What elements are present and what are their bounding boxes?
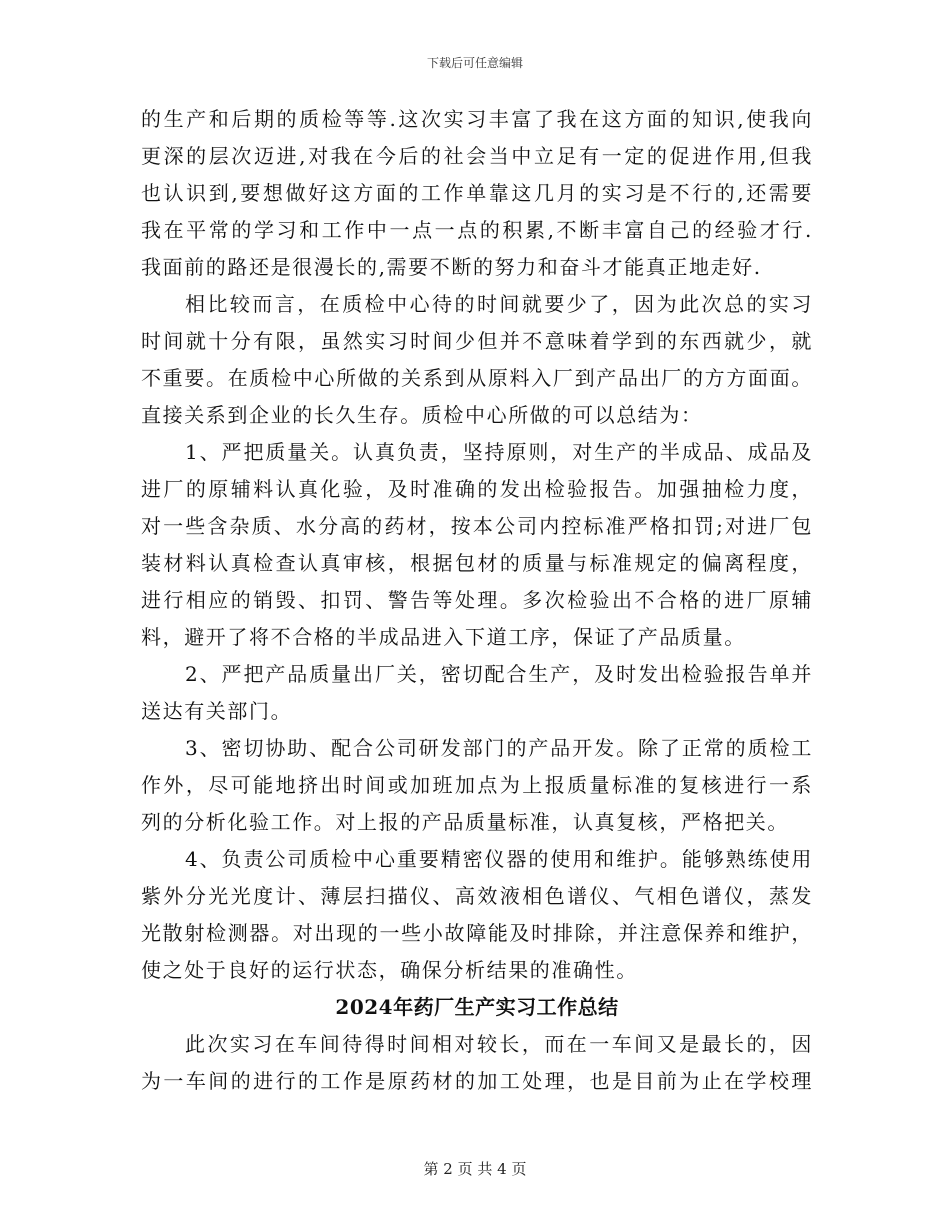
body-line: 使之处于良好的运行状态，确保分析结果的准确性。 bbox=[141, 958, 638, 982]
body-line: 送达有关部门。 bbox=[141, 699, 293, 723]
body-line: 列的分析化验工作。对上报的产品质量标准，认真复核，严格把关。 bbox=[141, 810, 789, 834]
list-item-3-line: 3、密切协助、配合公司研发部门的产品开发。除了正常的质检工 bbox=[185, 736, 813, 760]
body-line: 对一些含杂质、水分高的药材，按本公司内控标准严格扣罚;对进厂包 bbox=[141, 514, 813, 538]
body-line: 也认识到,要想做好这方面的工作单靠这几月的实习是不行的,还需要 bbox=[141, 181, 813, 205]
body-line: 紫外分光光度计、薄层扫描仪、高效液相色谱仪、气相色谱仪，蒸发 bbox=[141, 884, 813, 908]
body-line: 直接关系到企业的长久生存。质检中心所做的可以总结为： bbox=[141, 403, 703, 427]
body-line: 光散射检测器。对出现的一些小故障能及时排除，并注意保养和维护， bbox=[141, 921, 813, 945]
body-line: 我面前的路还是很漫长的,需要不断的努力和奋斗才能真正地走好. bbox=[141, 255, 762, 279]
body-line: 为一车间的进行的工作是原药材的加工处理，也是目前为止在学校理 bbox=[141, 1069, 813, 1093]
body-line: 料，避开了将不合格的半成品进入下道工序，保证了产品质量。 bbox=[141, 625, 746, 649]
body-line: 更深的层次迈进,对我在今后的社会当中立足有一定的促进作用,但我 bbox=[141, 144, 813, 168]
body-line: 进行相应的销毁、扣罚、警告等处理。多次检验出不合格的进厂原辅 bbox=[141, 588, 813, 612]
page-header-note: 下载后可任意编辑 bbox=[426, 56, 523, 70]
body-line: 的生产和后期的质检等等.这次实习丰富了我在这方面的知识,使我向 bbox=[141, 107, 813, 131]
body-line: 进厂的原辅料认真化验，及时准确的发出检验报告。加强抽检力度， bbox=[141, 477, 813, 501]
list-item-2-line: 2、严把产品质量出厂关，密切配合生产，及时发出检验报告单并 bbox=[185, 662, 813, 686]
body-line: 不重要。在质检中心所做的关系到从原料入厂到产品出厂的方方面面。 bbox=[141, 366, 813, 390]
body-line: 装材料认真检查认真审核，根据包材的质量与标准规定的偏离程度， bbox=[141, 551, 813, 575]
body-line: 我在平常的学习和工作中一点一点的积累,不断丰富自己的经验才行. bbox=[141, 218, 813, 242]
list-item-1-line: 1、严把质量关。认真负责，坚持原则，对生产的半成品、成品及 bbox=[185, 440, 813, 464]
paragraph-start-line: 此次实习在车间待得时间相对较长，而在一车间又是最长的，因 bbox=[185, 1032, 813, 1056]
page-number-footer: 第 2 页 共 4 页 bbox=[423, 1160, 527, 1178]
list-item-4-line: 4、负责公司质检中心重要精密仪器的使用和维护。能够熟练使用 bbox=[185, 847, 813, 871]
section-title: 2024年药厂生产实习工作总结 bbox=[335, 995, 619, 1019]
body-line: 作外，尽可能地挤出时间或加班加点为上报质量标准的复核进行一系 bbox=[141, 773, 813, 797]
document-body bbox=[141, 101, 813, 1100]
paragraph-start-line: 相比较而言，在质检中心待的时间就要少了，因为此次总的实习 bbox=[185, 292, 813, 316]
body-line: 时间就十分有限，虽然实习时间少但并不意味着学到的东西就少，就 bbox=[141, 329, 813, 353]
